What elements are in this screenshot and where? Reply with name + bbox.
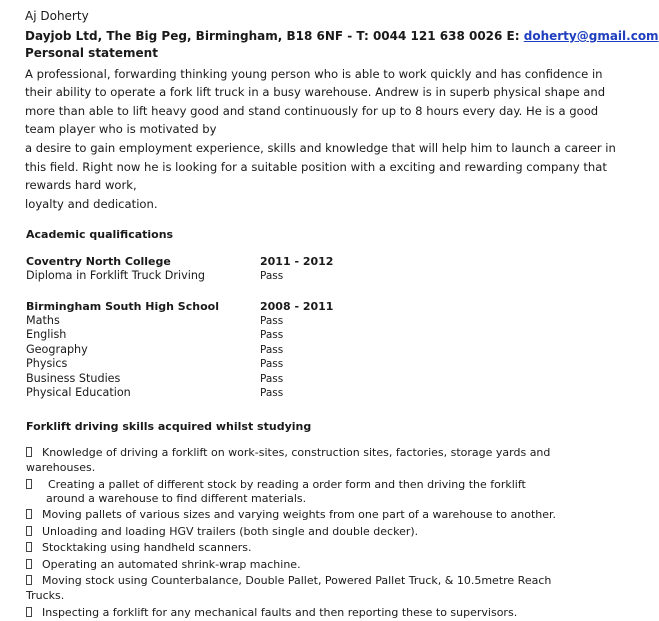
missing-glyph-bullet-icon: [26, 479, 32, 489]
subject-grade: Pass: [260, 387, 284, 399]
statement-line: a desire to gain employment experience, skills and knowledge that will help him to launch a career in: [25, 141, 616, 155]
skill-item: [26, 508, 556, 522]
email-link[interactable]: doherty@gmail.com: [523, 29, 659, 43]
skill-item: [26, 446, 550, 460]
subject-name: Physics: [26, 357, 68, 370]
subject-name: Business Studies: [26, 372, 121, 385]
skills-heading: Forklift driving skills acquired whilst studying: [26, 420, 312, 433]
statement-line: more than able to lift heavy good and stand continuously for up to 8 hours every day. He is a good: [25, 104, 599, 118]
personal-statement-heading: Personal statement: [25, 46, 158, 60]
subject-grade: Pass: [260, 329, 284, 341]
missing-glyph-bullet-icon: [26, 542, 32, 552]
subject-grade: Pass: [260, 270, 284, 282]
skill-continuation: Trucks.: [26, 589, 65, 602]
skill-item: [26, 525, 418, 539]
subject-name: English: [26, 328, 67, 341]
address-phone-text: Dayjob Ltd, The Big Peg, Birmingham, B18 6NF - T: 0044 121 638 0026 E:: [25, 29, 524, 43]
institution-years: 2011 - 2012: [260, 255, 334, 268]
skill-text: Unloading and loading HGV trailers (both single and double decker).: [42, 525, 419, 538]
missing-glyph-bullet-icon: [26, 607, 32, 617]
skill-item: [26, 558, 301, 572]
skill-text: Knowledge of driving a forklift on work-sites, construction sites, factories, storage yards and: [42, 446, 551, 459]
statement-line: their ability to operate a fork lift truck in a busy warehouse. Andrew is in superb physical shape and: [25, 85, 606, 99]
statement-line: this field. Right now he is looking for a suitable position with a exciting and rewarding company that: [25, 160, 607, 174]
subject-grade: Pass: [260, 373, 284, 385]
statement-line: A professional, forwarding thinking young person who is able to work quickly and has confidence in: [25, 67, 603, 81]
skill-text: Operating an automated shrink-wrap machine.: [42, 558, 301, 571]
subject-name: Maths: [26, 314, 60, 327]
subject-grade: Pass: [260, 358, 284, 370]
subject-grade: Pass: [260, 315, 284, 327]
skill-continuation: around a warehouse to find different materials.: [46, 492, 307, 505]
contact-line: [25, 28, 659, 44]
skill-item: [26, 574, 551, 588]
statement-line: rewards hard work,: [25, 178, 137, 192]
institution-name: Birmingham South High School: [26, 300, 219, 313]
skill-text: Creating a pallet of different stock by reading a order form and then driving the forklift: [48, 478, 526, 491]
subject-grade: Pass: [260, 344, 284, 356]
missing-glyph-bullet-icon: [26, 575, 32, 585]
missing-glyph-bullet-icon: [26, 509, 32, 519]
skill-item: [26, 478, 526, 492]
subject-name: Physical Education: [26, 386, 131, 399]
institution-name: Coventry North College: [26, 255, 171, 268]
skill-text: Moving pallets of various sizes and varying weights from one part of a warehouse to another.: [42, 508, 557, 521]
missing-glyph-bullet-icon: [26, 526, 32, 536]
skill-item: [26, 541, 252, 555]
candidate-name: Aj Doherty: [25, 9, 89, 23]
skill-text: Stocktaking using handheld scanners.: [42, 541, 252, 554]
statement-line: loyalty and dedication.: [25, 197, 158, 211]
missing-glyph-bullet-icon: [26, 447, 32, 457]
subject-name: Diploma in Forklift Truck Driving: [26, 269, 206, 282]
skill-text: Moving stock using Counterbalance, Double Pallet, Powered Pallet Truck, & 10.5metre Reach: [42, 574, 552, 587]
academic-heading: Academic qualifications: [26, 228, 174, 241]
missing-glyph-bullet-icon: [26, 559, 32, 569]
skill-text: Inspecting a forklift for any mechanical faults and then reporting these to supervisors.: [42, 606, 518, 619]
statement-line: team player who is motivated by: [25, 122, 217, 136]
skill-item: [26, 606, 517, 620]
skill-continuation: warehouses.: [26, 461, 96, 474]
subject-name: Geography: [26, 343, 88, 356]
institution-years: 2008 - 2011: [260, 300, 334, 313]
